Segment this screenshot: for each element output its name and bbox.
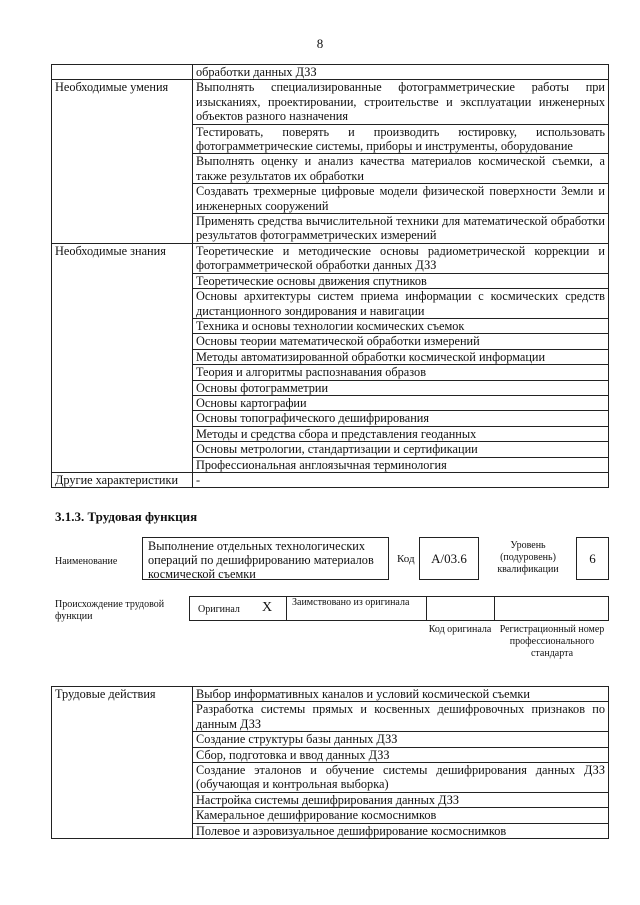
labor-label: Трудовые действия bbox=[52, 687, 193, 839]
knowledge-item: Методы автоматизированной обработки космической информации bbox=[193, 349, 609, 364]
knowledge-item: Основы архитектуры систем приема информации с космических средств дистанционного зондирования и навигации bbox=[193, 289, 609, 319]
function-name-box bbox=[142, 537, 389, 580]
knowledge-item: Основы топографического дешифрирования bbox=[193, 411, 609, 426]
skills-knowledge-table bbox=[51, 64, 609, 488]
table-row bbox=[52, 65, 609, 80]
reg-caption: Регистрационный номер профессионального стандарта bbox=[499, 624, 605, 659]
table-row bbox=[52, 687, 609, 702]
action-item: Настройка системы дешифрирования данных ДЗЗ bbox=[193, 792, 609, 807]
level-label: Уровень (подуровень) квалификации bbox=[497, 540, 559, 575]
original-label: Оригинал bbox=[198, 604, 240, 615]
divider bbox=[426, 597, 427, 620]
function-name: Выполнение отдельных технологических операций по дешифрированию материалов космической съемки bbox=[148, 539, 374, 581]
divider bbox=[286, 597, 287, 620]
original-mark: X bbox=[262, 600, 273, 615]
origin-label: Происхождение трудовой функции bbox=[55, 599, 165, 622]
knowledge-label: Необходимые знания bbox=[52, 243, 193, 472]
action-item: Разработка системы прямых и косвенных дешифровочных признаков по данным ДЗЗ bbox=[193, 702, 609, 732]
other-label: Другие характеристики bbox=[52, 472, 193, 487]
section-title: 3.1.3. Трудовая функция bbox=[55, 509, 198, 524]
knowledge-item: Основы метрологии, стандартизации и сертификации bbox=[193, 442, 609, 457]
page-number: 8 bbox=[316, 36, 324, 51]
table-row bbox=[52, 472, 609, 487]
table-row bbox=[52, 243, 609, 273]
knowledge-item: Теория и алгоритмы распознавания образов bbox=[193, 365, 609, 380]
level-value: 6 bbox=[589, 551, 596, 566]
origin-box bbox=[189, 596, 609, 621]
skill-item: Выполнять оценку и анализ качества материалов космической съемки, а также результатов их обработки bbox=[193, 154, 609, 184]
table-cell: обработки данных ДЗЗ bbox=[193, 65, 609, 80]
knowledge-item: Основы картографии bbox=[193, 395, 609, 410]
table-row bbox=[52, 80, 609, 124]
knowledge-item: Теоретические основы движения спутников bbox=[193, 273, 609, 288]
knowledge-item: Теоретические и методические основы радиометрической коррекции и фотограмметрической обработки данных ДЗЗ bbox=[193, 243, 609, 273]
skills-label: Необходимые умения bbox=[52, 80, 193, 243]
action-item: Камеральное дешифрирование космоснимков bbox=[193, 808, 609, 823]
action-item: Создание эталонов и обучение системы дешифрирования данных ДЗЗ (обучающая и контрольная выборка) bbox=[193, 763, 609, 793]
skill-item: Создавать трехмерные цифровые модели физической поверхности Земли и инженерных сооружений bbox=[193, 184, 609, 214]
skill-item: Выполнять специализированные фотограмметрические работы при изысканиях, проектировании, строительстве и эксплуатации инженерных объектов разного назначения bbox=[193, 80, 609, 124]
other-value: - bbox=[193, 472, 609, 487]
action-item: Полевое и аэровизуальное дешифрирование космоснимков bbox=[193, 823, 609, 838]
empty-label-cell bbox=[52, 65, 193, 80]
divider bbox=[494, 597, 495, 620]
borrowed-label: Заимствовано из оригинала bbox=[292, 597, 410, 608]
knowledge-item: Профессиональная англоязычная терминология bbox=[193, 457, 609, 472]
action-item: Создание структуры базы данных ДЗЗ bbox=[193, 732, 609, 747]
code-value: A/03.6 bbox=[431, 551, 467, 566]
code-box bbox=[419, 537, 479, 580]
knowledge-item: Методы и средства сбора и представления геоданных bbox=[193, 426, 609, 441]
name-label: Наименование bbox=[55, 556, 118, 567]
action-item: Сбор, подготовка и ввод данных ДЗЗ bbox=[193, 747, 609, 762]
knowledge-item: Основы фотограмметрии bbox=[193, 380, 609, 395]
code-caption: Код оригинала bbox=[428, 624, 492, 635]
level-box bbox=[576, 537, 609, 580]
knowledge-item: Основы теории математической обработки измерений bbox=[193, 334, 609, 349]
action-item: Выбор информативных каналов и условий космической съемки bbox=[193, 687, 609, 702]
knowledge-item: Техника и основы технологии космических съемок bbox=[193, 318, 609, 333]
code-label: Код bbox=[397, 553, 415, 565]
skill-item: Применять средства вычислительной техники для математической обработки результатов фотограмметрических измерений bbox=[193, 214, 609, 244]
labor-actions-table bbox=[51, 686, 609, 839]
skill-item: Тестировать, поверять и производить юстировку, использовать фотограмметрические системы, приборы и инструменты, оборудование bbox=[193, 124, 609, 154]
